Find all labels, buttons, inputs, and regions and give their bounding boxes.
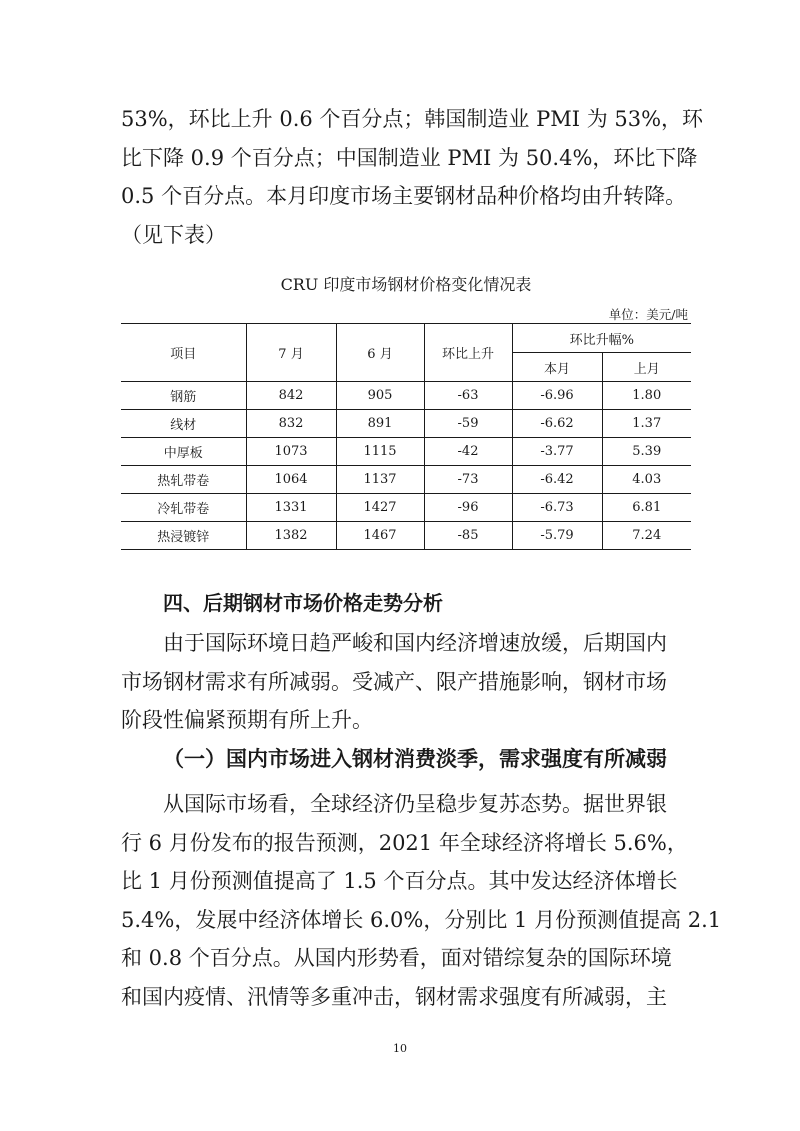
table-row bbox=[121, 494, 691, 522]
cell-this-month: -5.79 bbox=[512, 522, 602, 550]
page-number: 10 bbox=[393, 1042, 407, 1055]
text-line: （见下表） bbox=[121, 222, 226, 247]
text-line: 和 0.8 个百分点。从国内形势看，面对错综复杂的国际环境 bbox=[121, 946, 672, 970]
header-july: 7 月 bbox=[246, 324, 336, 382]
cell-name: 钢筋 bbox=[121, 382, 246, 410]
cell-june: 1137 bbox=[336, 466, 424, 494]
cell-july: 1382 bbox=[246, 522, 336, 550]
cell-june: 1427 bbox=[336, 494, 424, 522]
cell-change: -85 bbox=[424, 522, 512, 550]
cell-change: -96 bbox=[424, 494, 512, 522]
text-line: 市场钢材需求有所减弱。受减产、限产措施影响，钢材市场 bbox=[121, 669, 667, 694]
text-line: 比 1 月份预测值提高了 1.5 个百分点。其中发达经济体增长 bbox=[121, 869, 678, 893]
cell-name: 热轧带卷 bbox=[121, 466, 246, 494]
text-line: 行 6 月份发布的报告预测，2021 年全球经济将增长 5.6%， bbox=[121, 830, 688, 855]
cell-july: 832 bbox=[246, 410, 336, 438]
cell-name: 热浸镀锌 bbox=[121, 522, 246, 550]
cell-last-month: 1.37 bbox=[602, 410, 691, 438]
table-unit: 单位：美元/吨 bbox=[608, 307, 688, 322]
cell-july: 842 bbox=[246, 382, 336, 410]
sub-heading: （一）国内市场进入钢材消费淡季，需求强度有所减弱 bbox=[163, 746, 667, 771]
cell-last-month: 1.80 bbox=[602, 382, 691, 410]
cell-this-month: -3.77 bbox=[512, 438, 602, 466]
cell-change: -73 bbox=[424, 466, 512, 494]
text-line: 和国内疫情、汛情等多重冲击，钢材需求强度有所减弱，主 bbox=[121, 984, 667, 1009]
header-item: 项目 bbox=[121, 324, 246, 382]
text-line: 比下降 0.9 个百分点；中国制造业 PMI 为 50.4%，环比下降 bbox=[121, 145, 698, 170]
cell-name: 冷轧带卷 bbox=[121, 494, 246, 522]
cell-change: -59 bbox=[424, 410, 512, 438]
paragraph-pmi bbox=[121, 100, 704, 254]
cell-june: 891 bbox=[336, 410, 424, 438]
cell-this-month: -6.96 bbox=[512, 382, 602, 410]
text-line: 5.4%，发展中经济体增长 6.0%，分别比 1 月份预测值提高 2.1 bbox=[121, 907, 722, 932]
cell-last-month: 6.81 bbox=[602, 494, 691, 522]
cell-change: -63 bbox=[424, 382, 512, 410]
header-this-month: 本月 bbox=[512, 353, 602, 382]
price-table bbox=[121, 323, 691, 550]
text-line: 0.5 个百分点。本月印度市场主要钢材品种价格均由升转降。 bbox=[121, 184, 687, 208]
cell-june: 1467 bbox=[336, 522, 424, 550]
cell-last-month: 5.39 bbox=[602, 438, 691, 466]
cell-july: 1064 bbox=[246, 466, 336, 494]
table-row bbox=[121, 410, 691, 438]
header-mom-pct: 环比升幅% bbox=[512, 324, 691, 353]
section-heading: 四、后期钢材市场价格走势分析 bbox=[163, 591, 443, 615]
cell-name: 线材 bbox=[121, 410, 246, 438]
text-line: 53%，环比上升 0.6 个百分点；韩国制造业 PMI 为 53%，环 bbox=[121, 107, 704, 131]
cell-june: 905 bbox=[336, 382, 424, 410]
paragraph-global-economy bbox=[121, 785, 722, 1016]
cell-this-month: -6.42 bbox=[512, 466, 602, 494]
header-june: 6 月 bbox=[336, 324, 424, 382]
table-title: CRU 印度市场钢材价格变化情况表 bbox=[280, 275, 532, 294]
text-line: 阶段性偏紧预期有所上升。 bbox=[121, 708, 373, 732]
cell-last-month: 7.24 bbox=[602, 522, 691, 550]
table-row bbox=[121, 522, 691, 550]
text-line: 由于国际环境日趋严峻和国内经济增速放缓，后期国内 bbox=[163, 631, 667, 655]
cell-july: 1331 bbox=[246, 494, 336, 522]
text-line: 从国际市场看，全球经济仍呈稳步复苏态势。据世界银 bbox=[163, 792, 667, 816]
cell-july: 1073 bbox=[246, 438, 336, 466]
header-mom-change: 环比上升 bbox=[424, 324, 512, 382]
cell-this-month: -6.62 bbox=[512, 410, 602, 438]
cell-change: -42 bbox=[424, 438, 512, 466]
cell-june: 1115 bbox=[336, 438, 424, 466]
table-row bbox=[121, 466, 691, 494]
cell-this-month: -6.73 bbox=[512, 494, 602, 522]
header-last-month: 上月 bbox=[602, 353, 691, 382]
table-row bbox=[121, 382, 691, 410]
table-row bbox=[121, 438, 691, 466]
cell-last-month: 4.03 bbox=[602, 466, 691, 494]
cell-name: 中厚板 bbox=[121, 438, 246, 466]
paragraph-outlook bbox=[121, 624, 691, 740]
